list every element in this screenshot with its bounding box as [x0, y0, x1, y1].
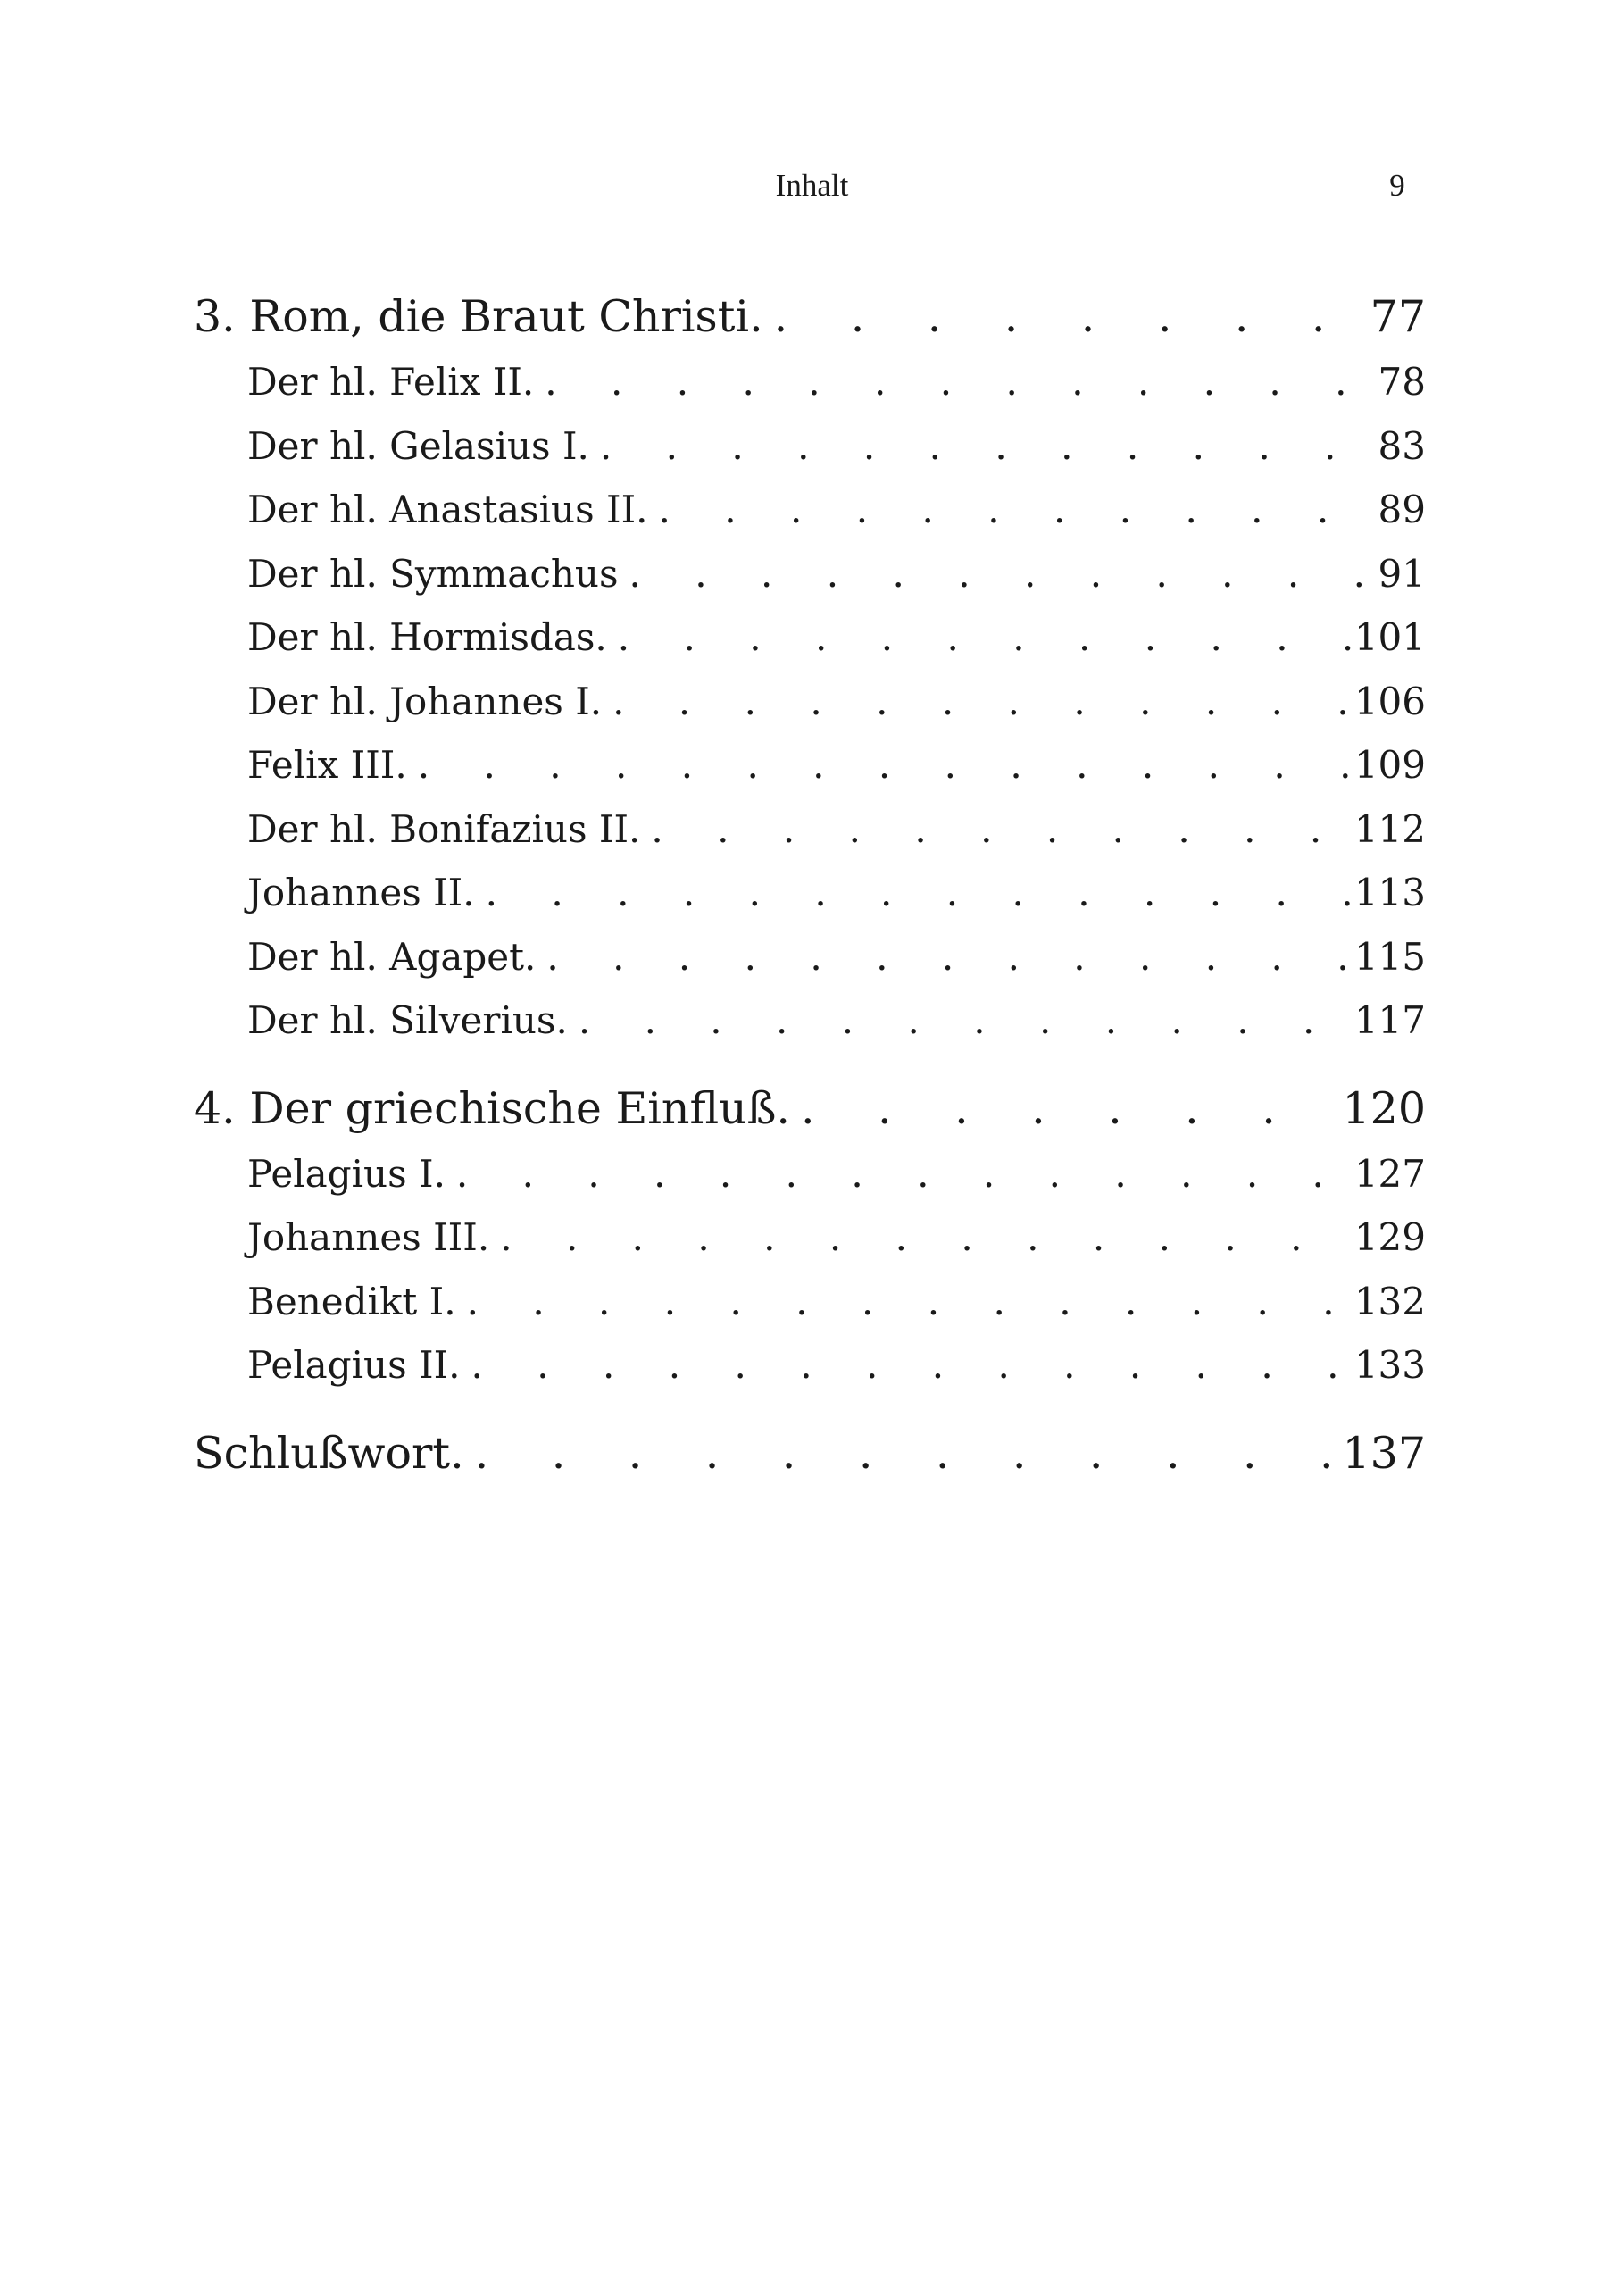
- toc-entry-row: [194, 1270, 1426, 1334]
- running-title: Inhalt: [775, 168, 849, 203]
- page-number: 9: [1389, 168, 1405, 203]
- toc-page-number: 91: [1378, 551, 1426, 596]
- dot-leader: [640, 797, 1353, 862]
- toc-entry-row: [194, 861, 1426, 925]
- dot-leader: [475, 861, 1354, 925]
- toc-entry-row: [194, 1142, 1426, 1206]
- toc-page-number: 106: [1353, 679, 1426, 723]
- toc-page-number: 109: [1353, 743, 1426, 787]
- dot-leader: [607, 605, 1354, 670]
- toc-page-number: 78: [1378, 360, 1426, 404]
- dot-leader: [536, 925, 1353, 989]
- toc-page-number: 113: [1353, 871, 1426, 914]
- toc-page-number: 101: [1353, 615, 1426, 659]
- toc-page-number: 83: [1378, 423, 1426, 468]
- toc-chapter-title: 3. Rom, die Braut Christi.: [194, 291, 763, 342]
- toc-entry-row: [194, 605, 1426, 670]
- toc-section: [194, 284, 1426, 1053]
- toc-entry-row: [194, 478, 1426, 542]
- toc-entry-row: [194, 350, 1426, 414]
- toc-chapter-row: [194, 1076, 1426, 1142]
- toc-entry-title: Der hl. Gelasius I.: [247, 423, 589, 468]
- toc-page-number: 129: [1353, 1215, 1426, 1259]
- toc-entry-row: [194, 542, 1426, 606]
- table-of-contents: [194, 284, 1426, 1510]
- toc-entry-title: Der hl. Anastasius II.: [247, 488, 648, 531]
- toc-entry-row: [194, 414, 1426, 479]
- toc-entry-title: Pelagius I.: [247, 1151, 446, 1196]
- toc-entry-title: Der hl. Hormisdas.: [247, 615, 607, 659]
- toc-section: [194, 1421, 1426, 1487]
- toc-entry-title: Felix III.: [247, 743, 407, 787]
- dot-leader: [619, 542, 1363, 606]
- toc-entry-row: [194, 925, 1426, 989]
- dot-leader: [461, 1333, 1354, 1398]
- toc-chapter-row: [194, 1421, 1426, 1487]
- toc-chapter-title: 4. Der griechische Einfluß.: [194, 1082, 791, 1134]
- toc-page-number: 115: [1353, 934, 1426, 979]
- toc-section: [194, 1076, 1426, 1398]
- toc-page-number: 137: [1342, 1427, 1426, 1479]
- toc-page-number: 77: [1370, 291, 1426, 342]
- toc-entry-title: Johannes III.: [247, 1215, 490, 1259]
- toc-entry-title: Johannes II.: [247, 871, 475, 914]
- toc-entry-title: Der hl. Agapet.: [247, 934, 537, 979]
- toc-page-number: 89: [1378, 488, 1426, 531]
- toc-entry-title: Der hl. Johannes I.: [247, 679, 603, 723]
- toc-entry-title: Benedikt I.: [247, 1279, 456, 1323]
- dot-leader: [534, 350, 1363, 414]
- dot-leader: [602, 670, 1354, 734]
- dot-leader: [568, 989, 1354, 1053]
- toc-entry-row: [194, 1206, 1426, 1270]
- toc-entry-row: [194, 670, 1426, 734]
- dot-leader: [446, 1142, 1354, 1206]
- running-head: [0, 159, 1624, 213]
- dot-leader: [589, 414, 1363, 479]
- toc-page-number: 120: [1342, 1082, 1426, 1134]
- toc-chapter-row: [194, 284, 1426, 350]
- dot-leader: [456, 1270, 1354, 1334]
- dot-leader: [489, 1206, 1354, 1270]
- toc-page-number: 132: [1353, 1279, 1426, 1323]
- toc-entry-title: Der hl. Silverius.: [247, 998, 568, 1042]
- toc-entry-title: Pelagius II.: [247, 1343, 461, 1387]
- toc-entry-title: Der hl. Symmachus: [247, 551, 619, 596]
- toc-chapter-title: Schlußwort.: [194, 1427, 464, 1479]
- toc-page-number: 133: [1353, 1343, 1426, 1387]
- dot-leader: [464, 1421, 1343, 1487]
- toc-entry-row: [194, 797, 1426, 862]
- dot-leader: [763, 284, 1363, 350]
- toc-page-number: 117: [1353, 998, 1426, 1042]
- toc-page-number: 112: [1353, 806, 1426, 851]
- dot-leader: [790, 1076, 1342, 1142]
- dot-leader: [407, 733, 1354, 797]
- toc-entry-row: [194, 1333, 1426, 1398]
- toc-entry-title: Der hl. Felix II.: [247, 360, 535, 404]
- toc-entry-title: Der hl. Bonifazius II.: [247, 806, 641, 851]
- toc-entry-row: [194, 989, 1426, 1053]
- toc-entry-row: [194, 733, 1426, 797]
- toc-page-number: 127: [1353, 1151, 1426, 1196]
- dot-leader: [648, 478, 1363, 542]
